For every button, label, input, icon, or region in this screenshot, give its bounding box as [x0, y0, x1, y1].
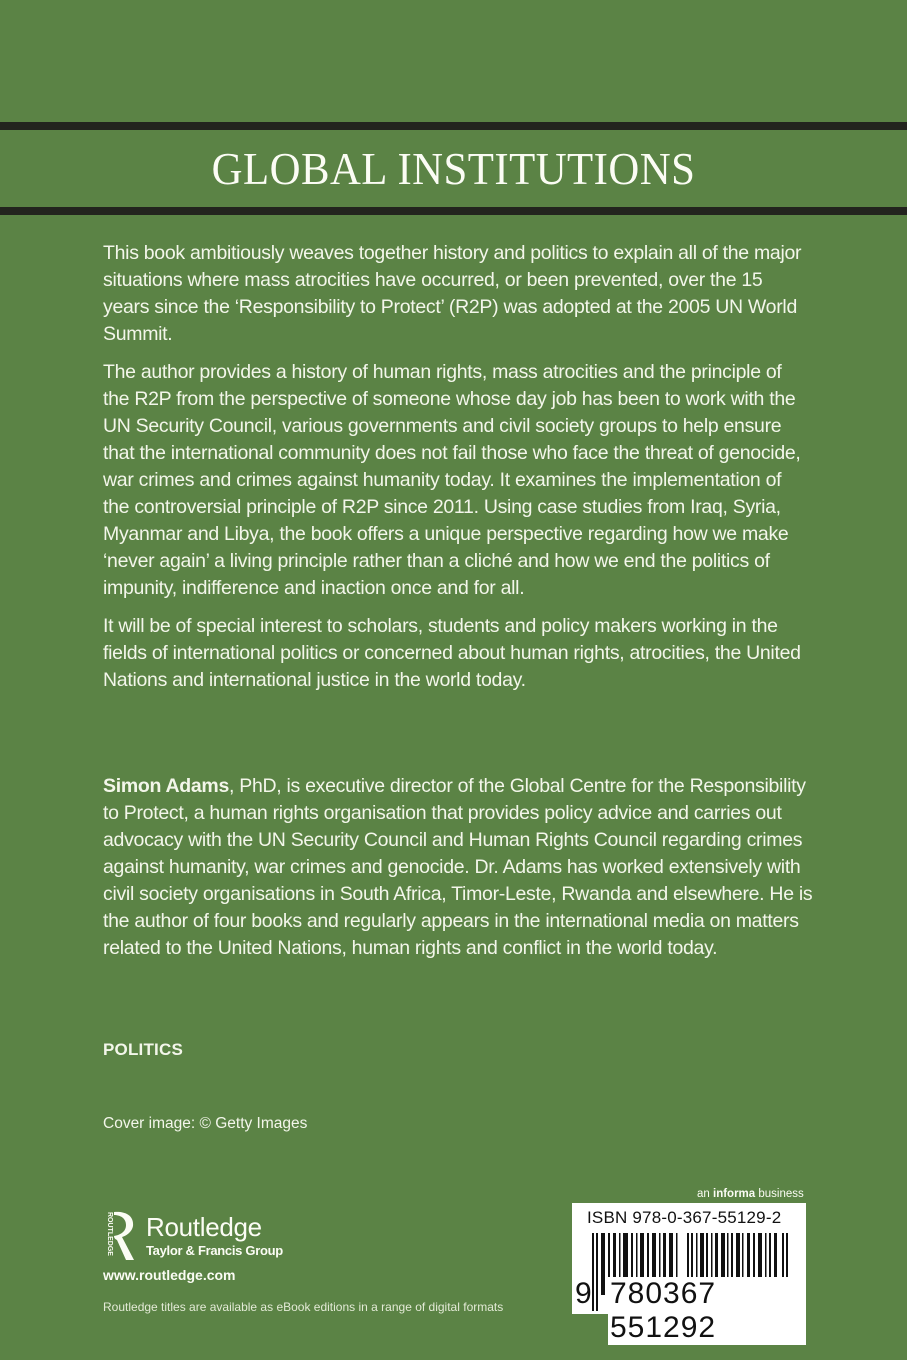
- isbn-barcode: [572, 1203, 806, 1344]
- top-rule: [0, 122, 907, 130]
- svg-text:ROUTLEDGE: ROUTLEDGE: [106, 1212, 113, 1256]
- ean-digits: 780367 551292: [608, 1277, 806, 1345]
- blurb-paragraph-3: It will be of special interest to scholars, students and policy makers working in the fields of international politics or concerned about human rights, atrocities, the United Nations and international justice in the world today.: [103, 615, 801, 691]
- informa-business-label: an informa business: [697, 1188, 804, 1200]
- subject-category: POLITICS: [103, 1040, 183, 1059]
- book-blurb: [103, 240, 803, 705]
- cover-image-credit: Cover image: © Getty Images: [103, 1115, 308, 1132]
- routledge-r-icon: [100, 1210, 140, 1262]
- ean-first-digit: 9: [575, 1277, 592, 1310]
- publisher-name: Routledge: [146, 1212, 262, 1242]
- series-title: GLOBAL INSTITUTIONS: [211, 143, 696, 194]
- blurb-paragraph-2: The author provides a history of human rights, mass atrocities and the principle of the R2P from the perspective of someone whose day job has been to work with the UN Security Council, various governments and civil society groups to help ensure that the international community does not fail those who face the threat of genocide, war crimes and crimes against humanity today. It examines the implementation of the controversial principle of R2P since 2011. Using case studies from Iraq, Syria, Myanmar and Libya, the book offers a unique perspective regarding how we make ‘never again’ a living principle rather than a cliché and how we end the politics of impunity, indifference and inaction once and for all.: [103, 361, 801, 599]
- bottom-rule: [0, 207, 907, 215]
- author-bio-text: , PhD, is executive director of the Global Centre for the Responsibility to Protect, a human rights organisation that provides policy advice and carries out advocacy with the UN Security Council and Human Rights Council regarding crimes against humanity, war crimes and genocide. Dr. Adams has worked extensively with civil society organisations in South Africa, Timor-Leste, Rwanda and elsewhere. He is the author of four books and regularly appears in the international media on matters related to the United Nations, human rights and conflict in the world today.: [103, 775, 813, 959]
- author-bio: [103, 773, 813, 962]
- informa-brand: informa: [713, 1188, 756, 1200]
- routledge-logo: [100, 1210, 320, 1270]
- blurb-paragraph-1: This book ambitiously weaves together history and politics to explain all of the major situations where mass atrocities have occurred, or been prevented, over the 15 years since the ‘Responsibility to Protect’ (R2P) was adopted at the 2005 UN World Summit.: [103, 242, 802, 345]
- publisher-website-link[interactable]: www.routledge.com: [103, 1267, 236, 1283]
- ebook-note: Routledge titles are available as eBook editions in a range of digital formats: [103, 1300, 504, 1314]
- publisher-group: Taylor & Francis Group: [146, 1243, 283, 1258]
- isbn-label: ISBN 978-0-367-55129-2: [587, 1208, 782, 1227]
- author-name: Simon Adams: [103, 775, 230, 797]
